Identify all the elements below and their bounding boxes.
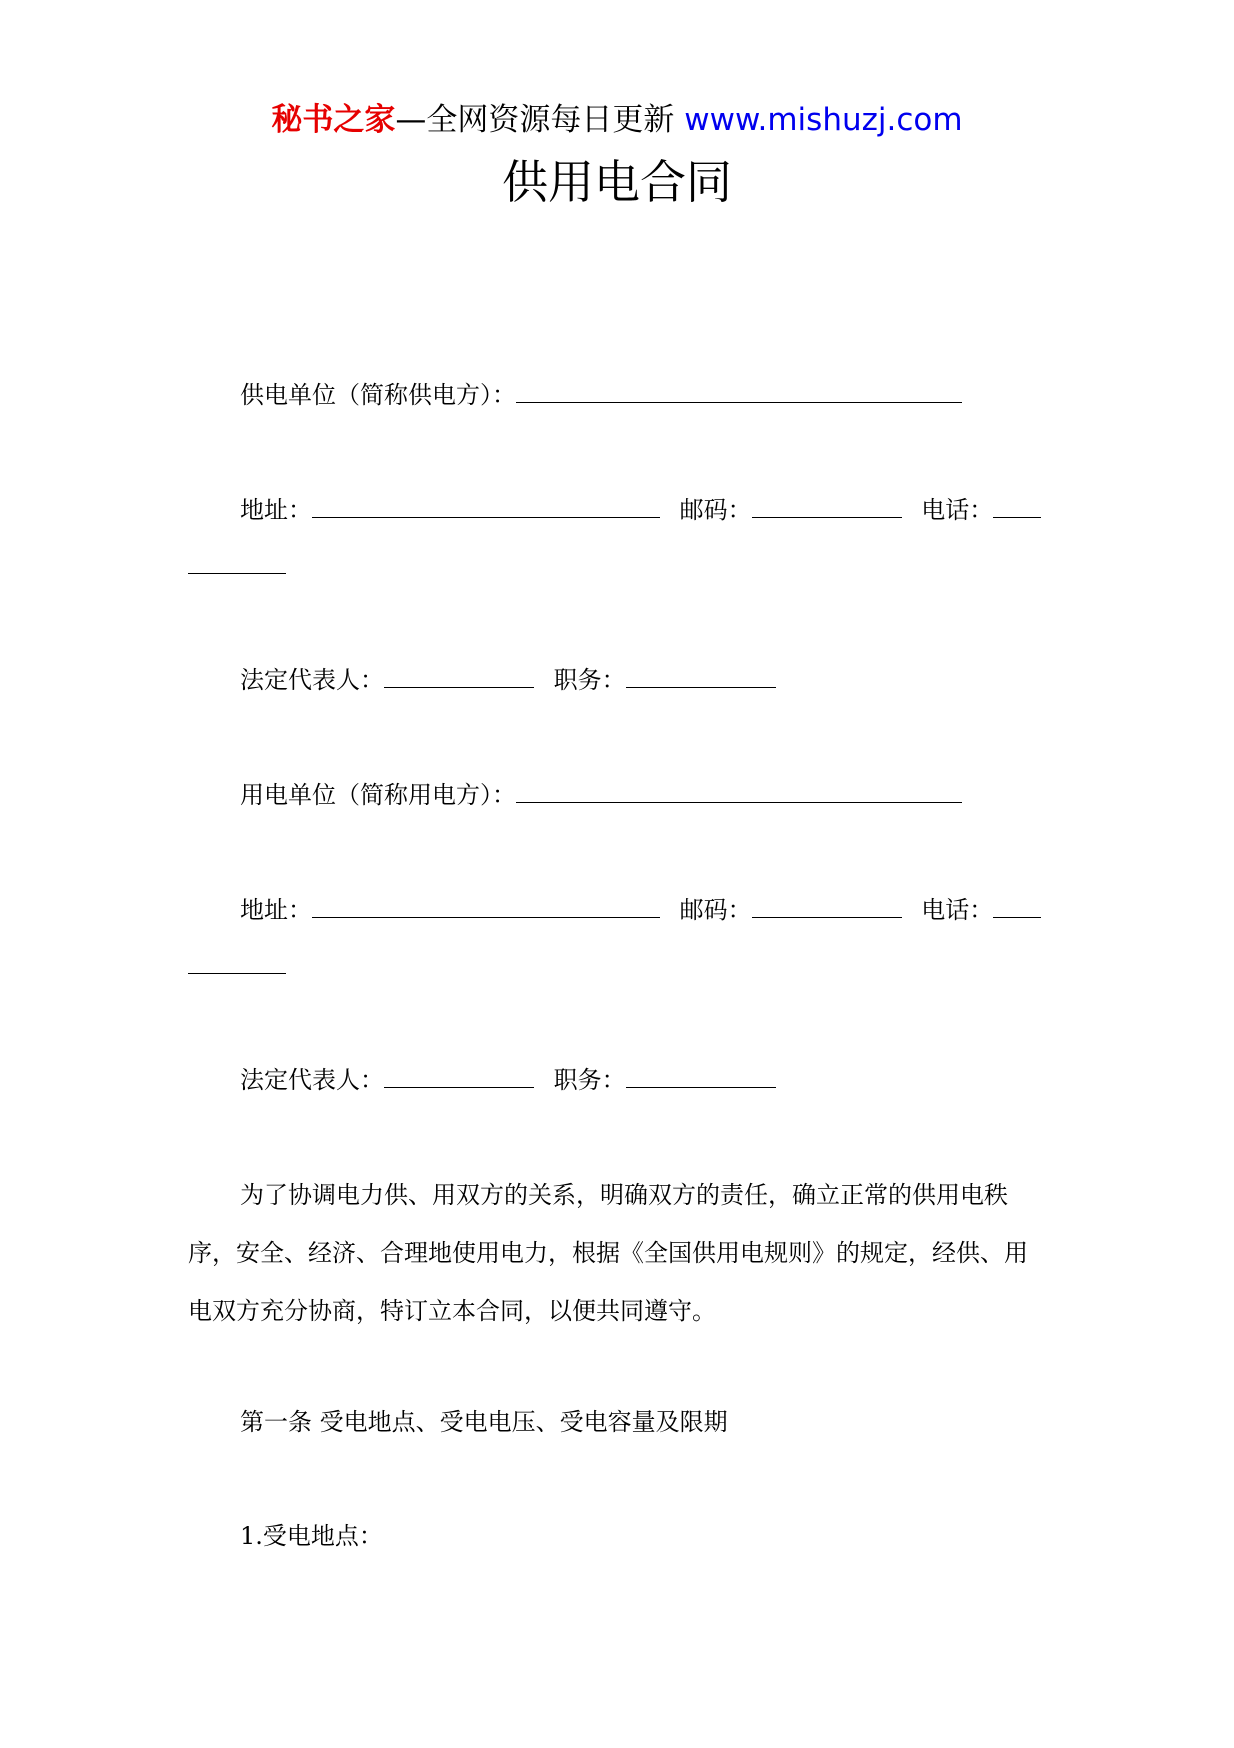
supplier-unit-blank [516,378,962,403]
consumer-unit-label: 用电单位（简称用电方）： [240,781,516,809]
supplier-rep-label: 法定代表人： [240,666,384,694]
site-url-link[interactable]: www.mishuzj.com [684,102,963,138]
consumer-unit-line [240,778,962,811]
supplier-address-line [240,493,1041,526]
consumer-rep-blank [384,1063,534,1088]
supplier-address-label: 地址： [240,496,312,524]
preamble-paragraph: 为了协调电力供、用双方的关系，明确双方的责任，确立正常的供用电秩序，安全、经济、合理地使用电力，根据《全国供用电规则》的规定，经供、用电双方充分协商，特订立本合同，以便共同遵守。 [188,1181,1028,1325]
supplier-rep-blank [384,663,534,688]
consumer-address-blank [312,893,660,918]
consumer-unit-blank [516,778,962,803]
supplier-unit-label: 供电单位（简称供电方）： [240,381,516,409]
supplier-rep-line [240,663,776,696]
supplier-postcode-label: 邮码： [679,496,752,524]
supplier-position-label: 职务： [553,666,626,694]
supplier-phone-label: 电话： [921,496,994,524]
consumer-phone-label: 电话： [921,896,994,924]
consumer-phone-blank-continued [188,949,286,974]
consumer-address-label: 地址： [240,896,312,924]
document-title: 供用电合同 [502,155,732,209]
site-header [0,100,1234,140]
consumer-rep-line [240,1063,776,1096]
consumer-address-line [240,893,1041,926]
supplier-phone-continuation [188,549,286,582]
consumer-postcode-blank [752,893,902,918]
article-1-title: 第一条 受电地点、受电电压、受电容量及限期 [240,1408,728,1436]
consumer-position-label: 职务： [553,1066,626,1094]
consumer-postcode-label: 邮码： [679,896,752,924]
supplier-address-blank [312,493,660,518]
site-slogan: —全网资源每日更新 [395,102,675,138]
item-1-receiving-location: 1.受电地点： [240,1522,383,1550]
supplier-postcode-blank [752,493,902,518]
supplier-phone-blank [993,493,1041,518]
consumer-rep-label: 法定代表人： [240,1066,384,1094]
consumer-phone-continuation [188,949,286,982]
consumer-phone-blank [993,893,1041,918]
consumer-position-blank [626,1063,776,1088]
supplier-unit-line [240,378,962,411]
supplier-position-blank [626,663,776,688]
brand-name: 秘书之家 [271,102,396,138]
supplier-phone-blank-continued [188,549,286,574]
